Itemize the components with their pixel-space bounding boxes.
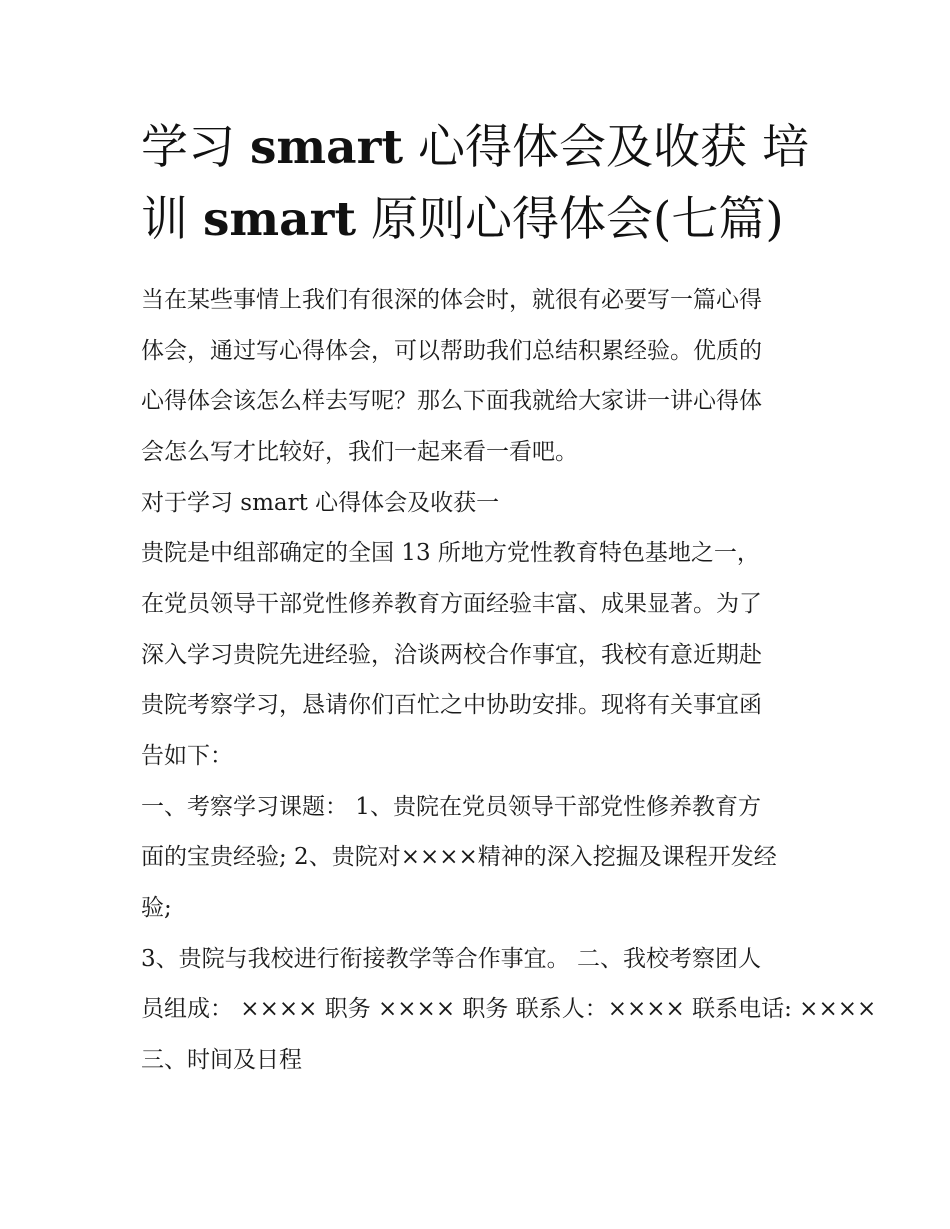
document-title bbox=[141, 112, 821, 256]
paragraph-line: 验; bbox=[141, 895, 172, 921]
paragraph-line: 心得体会该怎么样去写呢？那么下面我就给大家讲一讲心得体 bbox=[141, 388, 762, 414]
paragraph-line: 员组成： ×××× 职务 ×××× 职务 联系人：×××× 联系电话: ×××× bbox=[141, 996, 877, 1022]
title-text: 学习 bbox=[141, 120, 235, 175]
title-line-1 bbox=[141, 112, 821, 184]
section-heading: 三、时间及日程 bbox=[141, 1047, 302, 1073]
section-heading: 对于学习 smart 心得体会及收获一 bbox=[141, 490, 500, 516]
paragraph-line: 深入学习贵院先进经验，洽谈两校合作事宜，我校有意近期赴 bbox=[141, 642, 762, 668]
title-text: smart bbox=[249, 120, 404, 175]
paragraph-line: 在党员领导干部党性修养教育方面经验丰富、成果显著。为了 bbox=[141, 591, 762, 617]
title-text: 原则心得体会(七篇) bbox=[371, 192, 784, 247]
title-line-2 bbox=[141, 184, 821, 256]
paragraph-line: 3、贵院与我校进行衔接教学等合作事宜。 二、我校考察团人 bbox=[141, 946, 761, 972]
paragraph-line: 面的宝贵经验; 2、贵院对××××精神的深入挖掘及课程开发经 bbox=[141, 844, 777, 870]
title-text: 心得体会及收获 培 bbox=[418, 120, 809, 175]
title-text: 训 bbox=[141, 192, 188, 247]
paragraph-line: 当在某些事情上我们有很深的体会时，就很有必要写一篇心得 bbox=[141, 287, 762, 313]
paragraph-line: 贵院是中组部确定的全国 13 所地方党性教育特色基地之一， bbox=[141, 540, 760, 566]
paragraph-line: 告如下： bbox=[141, 743, 233, 769]
paragraph-line: 一、考察学习课题： 1、贵院在党员领导干部党性修养教育方 bbox=[141, 794, 761, 820]
title-text: smart bbox=[202, 192, 357, 247]
paragraph-line: 贵院考察学习，恳请你们百忙之中协助安排。现将有关事宜函 bbox=[141, 692, 762, 718]
paragraph-line: 体会，通过写心得体会，可以帮助我们总结积累经验。优质的 bbox=[141, 338, 762, 364]
paragraph-line: 会怎么写才比较好，我们一起来看一看吧。 bbox=[141, 439, 578, 465]
